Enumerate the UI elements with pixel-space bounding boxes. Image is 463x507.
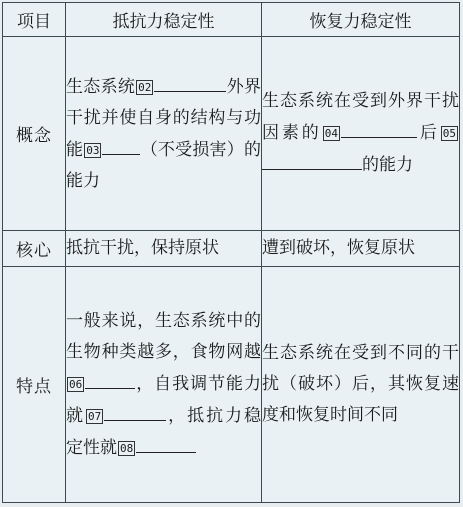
fill-blank-03[interactable] [102,134,140,155]
fill-blank-05-cont[interactable] [332,149,362,170]
table-row-concept [3,37,460,231]
concept-resistance-text-3: （不受损害）的能力 [66,139,261,191]
blank-number-04: 04 [324,127,338,140]
concept-resistance-text-1: 生态系统 [66,76,136,97]
header-resistance-stability: 抵抗力稳定性 [66,3,262,37]
fill-blank-04-cont[interactable] [381,117,417,138]
blank-number-06: 06 [69,377,83,391]
table-row-feature [3,267,460,503]
blank-number-03: 03 [86,143,100,157]
fill-blank-07[interactable] [104,400,118,421]
concept-resilience-cell [262,37,460,231]
feature-resistance-text-3: ，抵抗力稳定性就 [66,405,262,458]
concept-resilience-text-1: 生态系统在受到外界干扰因素的 [262,91,459,143]
fill-blank-08[interactable] [136,432,196,453]
header-item: 项目 [3,3,66,37]
blank-number-08: 08 [120,441,134,455]
header-resilience-stability: 恢复力稳定性 [262,3,460,37]
core-resistance-cell: 抵抗干扰，保持原状 [66,231,262,267]
feature-resilience-cell: 生态系统在受到不同的干扰（破坏）后，其恢复速度和恢复时间不同 [262,267,460,503]
blank-number-02: 02 [138,80,152,94]
concept-resilience-text-3: 的能力 [362,155,413,175]
row-label-core: 核心 [3,231,66,267]
fill-blank-06[interactable] [85,368,135,389]
table-row-core [3,231,460,267]
comparison-table [2,2,460,503]
header-row [3,3,460,37]
core-resilience-cell: 遭到破坏，恢复原状 [262,231,460,267]
feature-resistance-text-2: ，自我调节能力就 [66,373,261,426]
feature-resistance-text-1: 一般来说，生态系统中的生物种类越多，食物网越 [66,310,261,362]
blank-number-07: 07 [87,409,102,423]
fill-blank-07-cont[interactable] [118,400,166,421]
concept-resistance-text-2: 外界干扰并使自身的结构与功能 [66,76,262,160]
fill-blank-04[interactable] [341,117,381,138]
fill-blank-05[interactable] [262,149,332,170]
row-label-feature: 特点 [3,267,66,503]
blank-number-05: 05 [442,127,457,140]
feature-resistance-cell [66,267,262,503]
fill-blank-02[interactable] [154,71,226,92]
row-label-concept: 概念 [3,37,66,231]
concept-resilience-text-2: 后 [416,123,440,143]
concept-resistance-cell [66,37,262,231]
